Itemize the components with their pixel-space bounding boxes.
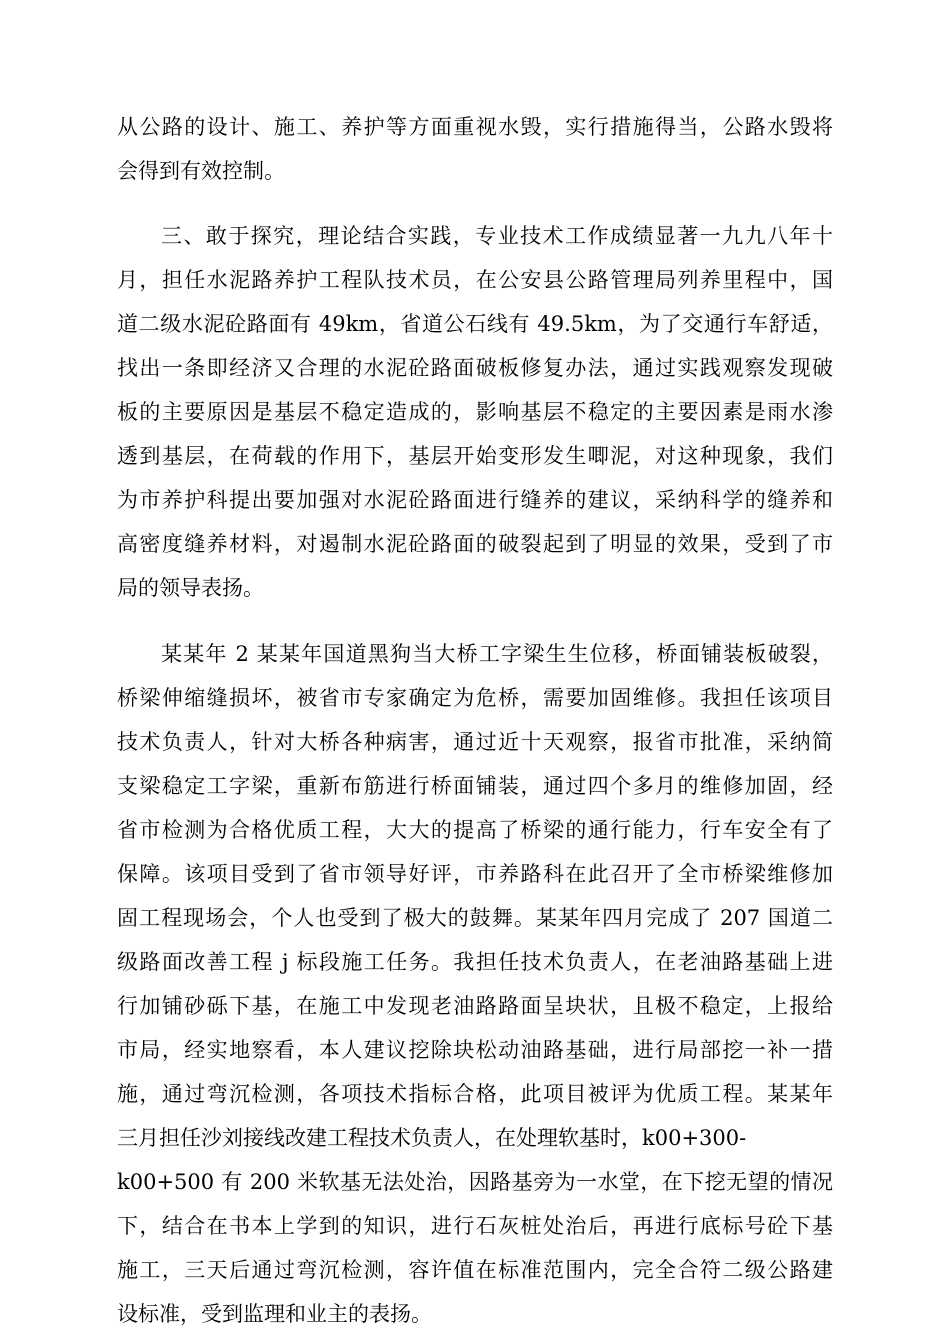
- text-line: 市局，经实地察看，本人建议挖除块松动油路基础，进行局部挖一补一措: [117, 1038, 833, 1062]
- text-line: 局的领导表扬。: [117, 576, 264, 600]
- text-line: 设标准，受到监理和业主的表扬。: [117, 1302, 432, 1326]
- text-line: 施工，三天后通过弯沉检测，容许值在标准范围内，完全合符二级公路建: [117, 1258, 833, 1282]
- text-line: 为市养护科提出要加强对水泥砼路面进行缝养的建议，采纳科学的缝养和: [117, 488, 833, 512]
- text-line: 月，担任水泥路养护工程队技术员，在公安县公路管理局列养里程中，国: [117, 268, 833, 292]
- text-line: 三月担任沙刘接线改建工程技术负责人，在处理软基时，k00+300-: [117, 1126, 747, 1150]
- text-line: 施，通过弯沉检测，各项技术指标合格，此项目被评为优质工程。某某年: [117, 1082, 833, 1106]
- text-line: 从公路的设计、施工、养护等方面重视水毁，实行措施得当，公路水毁将: [117, 115, 833, 139]
- text-line: 下，结合在书本上学到的知识，进行石灰桩处治后，再进行底标号砼下基: [117, 1214, 833, 1238]
- text-line: 高密度缝养材料，对遏制水泥砼路面的破裂起到了明显的效果，受到了市: [117, 532, 833, 556]
- text-line: 省市检测为合格优质工程，大大的提高了桥梁的通行能力，行车安全有了: [117, 818, 833, 842]
- text-line: 技术负责人，针对大桥各种病害，通过近十天观察，报省市批准，采纳简: [117, 730, 833, 754]
- text-line: 会得到有效控制。: [117, 159, 285, 183]
- text-line: 保障。该项目受到了省市领导好评，市养路科在此召开了全市桥梁维修加: [117, 862, 833, 886]
- text-line: 支梁稳定工字梁，重新布筋进行桥面铺装，通过四个多月的维修加固，经: [117, 774, 833, 798]
- text-line: 找出一条即经济又合理的水泥砼路面破板修复办法，通过实践观察发现破: [117, 356, 833, 380]
- text-line: 某某年 2 某某年国道黑狗当大桥工字梁生生位移，桥面铺装板破裂，: [161, 642, 833, 666]
- text-line: k00+500 有 200 米软基无法处治，因路基旁为一水堂，在下挖无望的情况: [117, 1170, 833, 1194]
- text-line: 三、敢于探究，理论结合实践，专业技术工作成绩显著一九九八年十: [161, 224, 833, 248]
- text-line: 桥梁伸缩缝损坏，被省市专家确定为危桥，需要加固维修。我担任该项目: [117, 686, 833, 710]
- text-line: 板的主要原因是基层不稳定造成的，影响基层不稳定的主要因素是雨水渗: [117, 400, 833, 424]
- text-line: 级路面改善工程 j 标段施工任务。我担任技术负责人，在老油路基础上进: [117, 950, 833, 974]
- text-line: 行加铺砂砾下基，在施工中发现老油路路面呈块状，且极不稳定，上报给: [117, 994, 833, 1018]
- text-line: 道二级水泥砼路面有 49km，省道公石线有 49.5km，为了交通行车舒适，: [117, 312, 833, 336]
- text-line: 透到基层，在荷载的作用下，基层开始变形发生唧泥，对这种现象，我们: [117, 444, 833, 468]
- text-line: 固工程现场会，个人也受到了极大的鼓舞。某某年四月完成了 207 国道二: [117, 906, 833, 930]
